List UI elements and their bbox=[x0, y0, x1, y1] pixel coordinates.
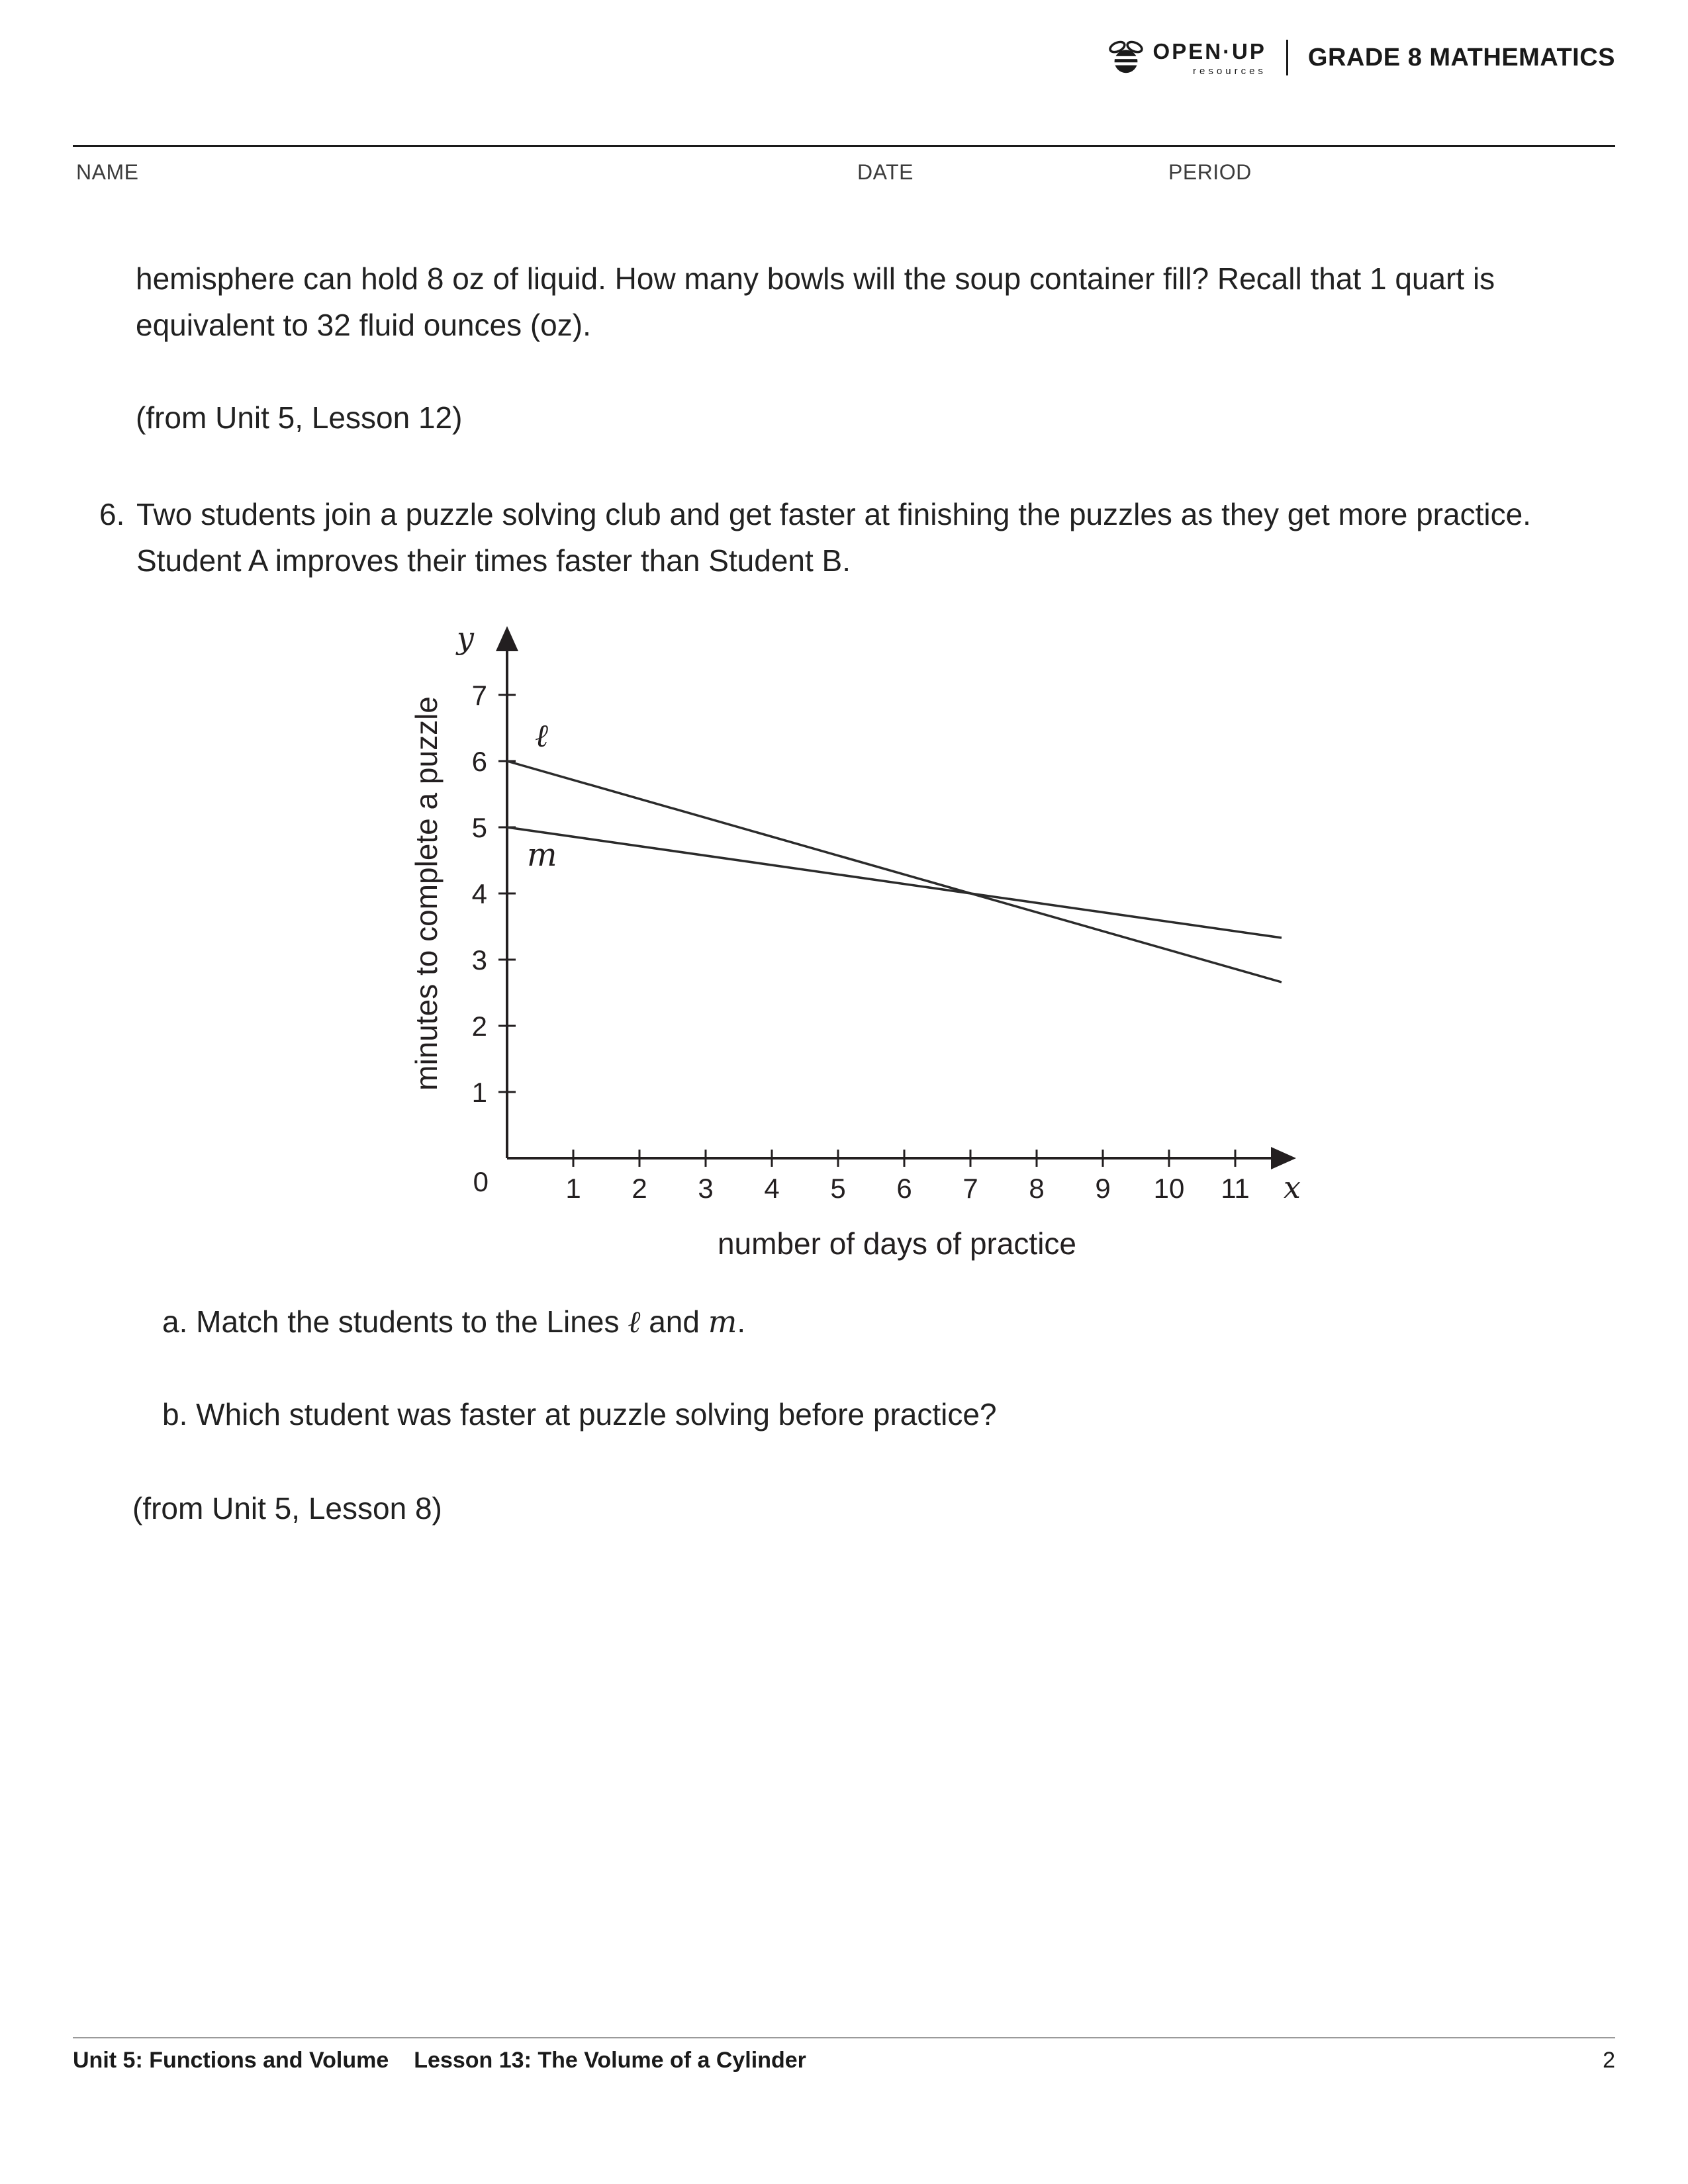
series-line-1 bbox=[507, 761, 1282, 982]
logo-text bbox=[1153, 39, 1266, 77]
practice-time-chart bbox=[371, 609, 1350, 1277]
y-axis-arrow bbox=[496, 626, 518, 651]
name-label: NAME bbox=[76, 160, 139, 184]
x-tick-label: 8 bbox=[1029, 1173, 1045, 1204]
x-tick-label: 5 bbox=[830, 1173, 846, 1204]
x-axis-title: number of days of practice bbox=[717, 1226, 1077, 1261]
header-divider bbox=[1286, 40, 1288, 75]
x-tick-label: 6 bbox=[896, 1173, 912, 1204]
x-tick-label: 4 bbox=[764, 1173, 780, 1204]
footer-unit: Unit 5: Functions and Volume bbox=[73, 2048, 389, 2073]
problem5-continued-text: hemisphere can hold 8 oz of liquid. How many bowls will the soup container fill? Recall that 1 quart is equivalent to 32 fluid ounces (oz). bbox=[136, 261, 1495, 342]
origin-label: 0 bbox=[473, 1166, 489, 1197]
x-tick-label: 10 bbox=[1153, 1173, 1185, 1204]
x-tick-label: 11 bbox=[1221, 1173, 1250, 1204]
top-rule bbox=[73, 145, 1615, 147]
line-m-symbol: m bbox=[708, 1304, 737, 1340]
y-tick-label: 3 bbox=[471, 944, 487, 976]
y-tick-label: 1 bbox=[471, 1077, 487, 1108]
source-note-2: (from Unit 5, Lesson 8) bbox=[132, 1491, 442, 1525]
footer-rule bbox=[73, 2037, 1615, 2038]
problem-6-text: Two students join a puzzle solving club and get faster at finishing the puzzles as they get more practice. Student A improves their times faster than Student B. bbox=[136, 497, 1531, 578]
question-a-text-mid: and bbox=[649, 1304, 700, 1339]
x-tick-label: 7 bbox=[962, 1173, 978, 1204]
y-axis-title: minutes to complete a puzzle bbox=[409, 696, 444, 1091]
period-label: PERIOD bbox=[1168, 160, 1252, 184]
series-line-2 bbox=[507, 827, 1282, 938]
page-header bbox=[1107, 38, 1615, 77]
footer-page-number: 2 bbox=[1603, 2048, 1615, 2073]
problem-6-number: 6. bbox=[99, 497, 125, 531]
x-tick-label: 3 bbox=[698, 1173, 714, 1204]
question-a bbox=[162, 1298, 1552, 1345]
question-b-label: b. bbox=[162, 1397, 188, 1432]
y-tick-label: 6 bbox=[471, 746, 487, 777]
question-a-label: a. bbox=[162, 1304, 188, 1339]
y-axis-letter: y bbox=[457, 620, 474, 656]
x-tick-label: 2 bbox=[632, 1173, 647, 1204]
y-tick-label: 5 bbox=[471, 812, 487, 843]
practice-time-chart-svg bbox=[371, 609, 1350, 1277]
series-label-2: m bbox=[527, 837, 557, 874]
y-tick-label: 2 bbox=[471, 1011, 487, 1042]
x-tick-label: 1 bbox=[565, 1173, 581, 1204]
page-footer bbox=[73, 2048, 1615, 2073]
y-tick-label: 7 bbox=[471, 680, 487, 711]
logo-subtitle: resources bbox=[1193, 65, 1266, 77]
course-title: GRADE 8 MATHEMATICS bbox=[1307, 43, 1615, 71]
question-b-text: Which student was faster at puzzle solving before practice? bbox=[196, 1397, 997, 1432]
source-note-1: (from Unit 5, Lesson 12) bbox=[136, 400, 463, 435]
date-label: DATE bbox=[857, 160, 914, 184]
question-b bbox=[162, 1391, 1552, 1437]
x-tick-label: 9 bbox=[1095, 1173, 1111, 1204]
series-label-1: ℓ bbox=[535, 717, 548, 754]
openup-logo bbox=[1107, 38, 1266, 77]
question-a-text-before: Match the students to the Lines bbox=[196, 1304, 620, 1339]
footer-lesson: Lesson 13: The Volume of a Cylinder bbox=[414, 2048, 806, 2073]
x-axis-arrow bbox=[1271, 1147, 1296, 1169]
y-tick-label: 4 bbox=[471, 878, 487, 909]
problem-6 bbox=[99, 491, 1595, 584]
bee-icon bbox=[1107, 38, 1145, 77]
logo-brand: OPEN·UP bbox=[1152, 38, 1266, 64]
question-a-text-after: . bbox=[737, 1304, 746, 1339]
x-axis-letter: x bbox=[1284, 1169, 1301, 1205]
line-l-symbol: ℓ bbox=[628, 1304, 641, 1340]
